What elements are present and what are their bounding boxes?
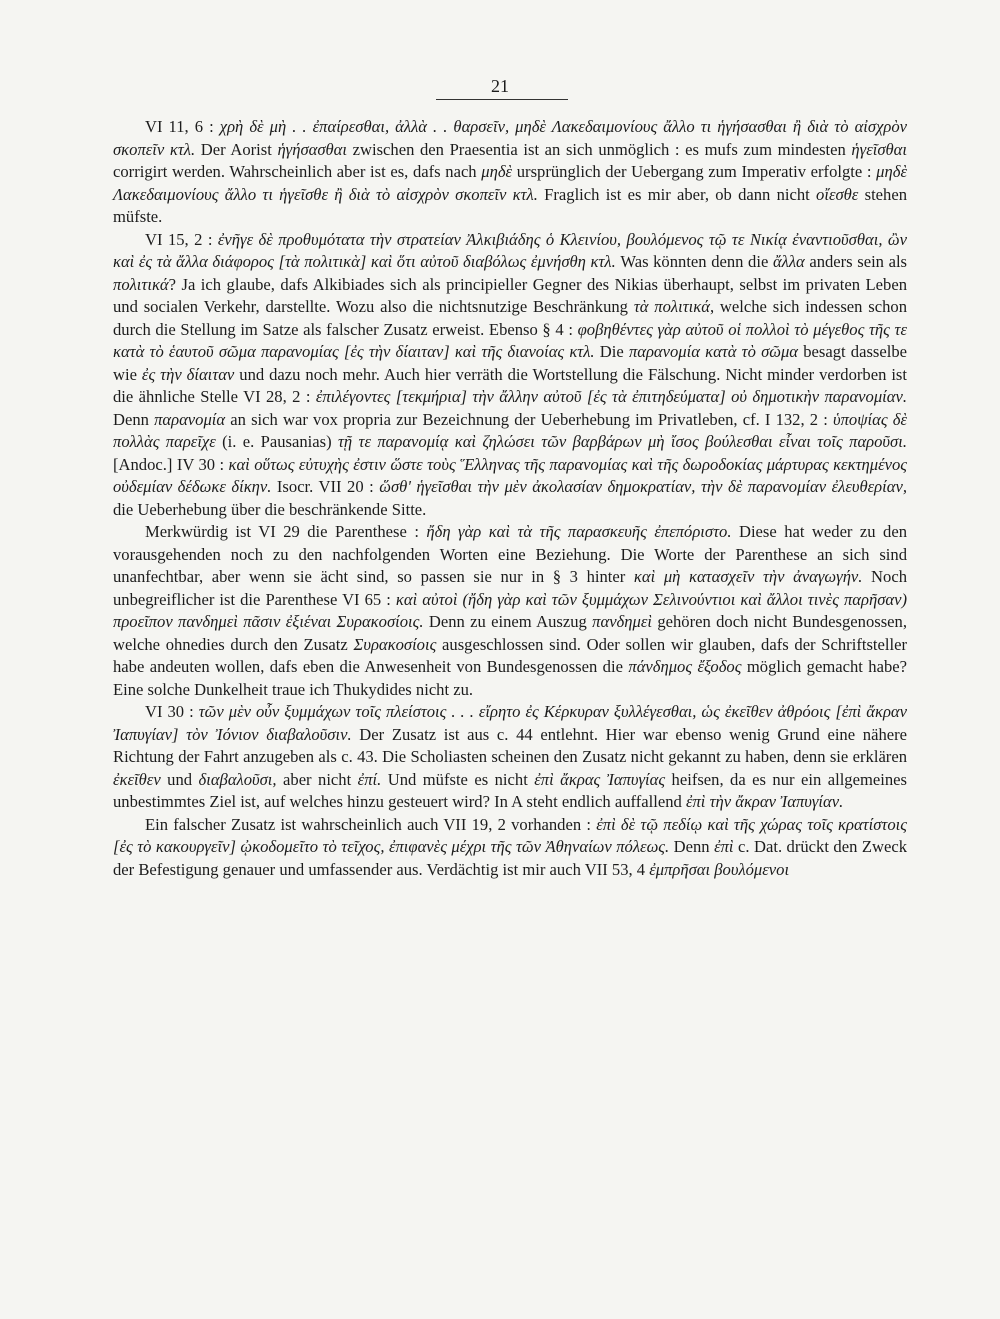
text-segment: VI 11, 6 : [145,117,220,136]
greek-quote: ἐπιλέγοντες [τεκμήρια] τὴν ἄλλην αὐτοῦ [ἐς τὰ ἐπιτηδεύματα] οὐ δημοτικὴν παρανομίαν. [315,387,907,406]
greek-quote: πάνδημος ἔξοδος [628,657,742,676]
text-segment: ursprünglich der Uebergang zum Imperativ erfolgte : [512,162,877,181]
greek-quote: οἴεσθε [816,184,859,204]
greek-quote: ἐπὶ τὴν ἄκραν Ἰαπυγίαν. [685,792,844,811]
text-segment: corrigirt werden. Wahrscheinlich aber ist es, dafs nach [113,162,482,181]
greek-quote: ἤδη γὰρ καὶ τὰ τῆς παρασκευῆς ἐπεπόριστο. [426,522,732,541]
text-segment: Die [594,342,629,361]
text-segment: Noch unbegreiflicher ist die Parenthese VI 65 : [113,567,908,609]
greek-quote: τὰ πολιτικά [633,297,710,316]
text-segment: gehören doch nicht Bundesgenossen, welche ohnedies durch den Zusatz [113,612,907,654]
text-segment: c. Dat. drückt den Zweck der Befestigung genauer und umfassender aus. Verdächtig ist mir auch VII 53, 4 [113,837,907,879]
greek-quote: ἐπὶ [714,837,734,856]
text-segment: Der Aorist [195,139,278,159]
text-segment: (i. e. Pausanias) [215,432,338,451]
text-segment: Und müfste es nicht [381,769,535,789]
greek-quote: ἡγεῖσθαι [851,139,907,159]
greek-quote: μηδὲ [481,162,513,181]
text-segment: Ein falscher Zusatz ist wahrscheinlich auch VII 19, 2 vorhanden : [145,814,597,834]
text-segment: ? Ja ich glaube, dafs Alkibiades sich als principieller Gegner des Nikias überhaupt, selbst im privaten Leben und socialen Verkehr, darstellte. Wozu also die nichtsnutzige Beschränkung [113,274,907,316]
text-segment: Fraglich ist es mir aber, ob dann nicht [537,184,817,204]
greek-quote: παρανομία [154,409,226,429]
text-segment: heifsen, da es nur ein allgemeines unbestimmtes Ziel ist, auf welches hinzu gesteuert wird? In A steht endlich auffallend [113,769,907,811]
greek-quote: τῇ τε παρανομίᾳ καὶ ζηλώσει τῶν βαρβάρων μὴ ἴσος βούλεσθαι εἶναι τοῖς παροῦσι. [337,432,907,451]
greek-quote: ἐνῆγε δὲ προθυμότατα τὴν στρατείαν Ἀλκιβιάδης ὁ Κλεινίου, βουλόμενος τῷ τε Νικίᾳ ἐναντιοῦσθαι, ὢν καὶ ἐς τὰ ἄλλα διάφορος [τὰ πολιτικὰ] καὶ ὅτι αὐτοῦ διαβόλως ἐμνήσθη κτλ. [113,229,907,271]
header-rule [436,99,568,100]
text-segment: und [160,769,199,789]
greek-quote: διαβαλοῦσι, [198,769,277,789]
greek-quote: χρὴ δὲ μὴ . . ἐπαίρεσθαι, ἀλλὰ . . θαρσεῖν, μηδὲ Λακεδαιμονίους ἄλλο τι ἡγήσασθαι ἢ διὰ τὸ αἰσχρὸν σκοπεῖν κτλ. [113,117,908,159]
paragraph [113,701,907,814]
text-segment: die Ueberhebung über die beschränkende Sitte. [113,499,427,519]
greek-quote: ἐπί. [357,769,382,789]
text-segment: aber nicht [276,769,358,789]
text-segment: Merkwürdig ist VI 29 die Parenthese : [145,522,427,541]
text-segment: stehen müfste. [113,184,907,226]
greek-quote: καὶ οὕτως εὐτυχὴς ἐστιν ὥστε τοὺς Ἕλληνας τῆς παρανομίας καὶ τῆς δωροδοκίας μάρτυρας κεκτημένος οὐδεμίαν δέδωκε δίκην. [113,454,907,496]
text-segment: anders sein als [804,252,908,271]
text-segment: , welche sich indessen schon durch die Stellung im Satze als falscher Zusatz erweist. Ebenso § 4 : [113,297,907,339]
greek-quote: ἐκεῖθεν [113,769,161,789]
text-segment: Denn zu einem Auszug [423,612,593,631]
text-segment: Denn [669,837,715,856]
greek-quote: ἐπὶ ἄκρας Ἰαπυγίας [534,769,666,789]
greek-quote: καὶ αὐτοὶ (ἤδη γὰρ καὶ τῶν ξυμμάχων Σελινούντιοι καὶ ἄλλοι τινὲς παρῆσαν) προεῖπον πανδημεὶ πᾶσιν ἐξιέναι Συρακοσίοις. [113,589,907,631]
greek-quote: ἐμπρῆσαι βουλόμενοι [649,859,790,879]
greek-quote: ἄλλα [772,252,805,271]
paragraph [113,116,907,229]
text-segment: VI 30 : [145,702,199,721]
page-number: 21 [491,76,509,96]
text-segment: Denn [113,409,155,429]
paragraph [113,521,907,701]
text-segment: Isocr. VII 20 : [271,477,380,496]
body-text [113,116,907,881]
greek-quote: πανδημεὶ [592,612,652,631]
greek-quote: πολιτικά [113,274,169,294]
text-segment: besagt dasselbe wie [113,342,907,384]
text-segment: VI 15, 2 : [145,229,218,249]
text-segment: ausgeschlossen sind. Oder sollen wir glauben, dafs der Schriftsteller habe andeuten wollen, dafs eben die Anwesenheit von Bundesgenossen die [113,634,907,676]
greek-quote: Συρακοσίοις [353,634,437,654]
text-segment: an sich war vox propria zur Bezeichnung der Ueberhebung im Privatleben, cf. I 132, 2 : [225,409,833,429]
greek-quote: παρανομία κατὰ τὸ σῶμα [628,342,799,361]
paragraph [113,229,907,522]
text-segment: zwischen den Praesentia ist an sich unmöglich : es mufs zum mindesten [347,139,852,159]
text-segment: Was könnten denn die [615,252,773,271]
paragraph [113,814,907,882]
text-segment: Der Zusatz ist aus c. 44 entlehnt. Hier war ebenso wenig Grund eine nähere Richtung der Fahrt anzugeben als c. 43. Die Scholiasten scheinen den Zusatz nicht gekannt zu haben, denn sie erklären [113,724,907,766]
greek-quote: τῶν μὲν οὖν ξυμμάχων τοῖς πλείστοις . . . εἴρητο ἐς Κέρκυραν ξυλλέγεσθαι, ὡς ἐκεῖθεν ἀθρόοις [ἐπὶ ἄκραν Ἰαπυγίαν] τὸν Ἰόνιον διαβαλοῦσιν. [113,702,907,744]
greek-quote: ἡγήσασθαι [277,139,348,159]
greek-quote: καὶ μὴ κατασχεῖν τὴν ἀναγωγήν. [633,567,863,586]
greek-quote: μηδὲ Λακεδαιμονίους ἄλλο τι ἡγεῖσθε ἢ διὰ τὸ αἰσχρὸν σκοπεῖν κτλ. [113,162,907,204]
greek-quote: ἐς τὴν δίαιταν [141,364,235,384]
text-segment: und dazu noch mehr. Auch hier verräth die Wortstellung die Fälschung. Nicht minder verdorben ist die ähnliche Stelle VI 28, 2 : [113,364,907,406]
greek-quote: ἐπὶ δὲ τῷ πεδίῳ καὶ τῆς χώρας τοῖς κρατίστοις [ἐς τὸ κακουργεῖν] ᾠκοδομεῖτο τὸ τεῖχος, ἐπιφανὲς μέχρι τῆς τῶν Ἀθηναίων πόλεως. [113,814,907,856]
text-segment: [Andoc.] IV 30 : [113,454,229,474]
text-segment: möglich gemacht habe? Eine solche Dunkelheit traue ich Thukydides nicht zu. [113,657,907,699]
greek-quote: ὥσθ' ἡγεῖσθαι τὴν μὲν ἀκολασίαν δημοκρατίαν, τὴν δὲ παρανομίαν ἐλευθερίαν, [379,477,907,496]
text-segment: Diese hat weder zu den vorausgehenden noch zu den nachfolgenden Worten eine Beziehung. Die Worte der Parenthese an sich sind unanfechtbar, aber wenn sie ächt sind, so passen sie nur in § 3 hinter [113,522,907,586]
greek-quote: φοβηθέντες γὰρ αὐτοῦ οἱ πολλοὶ τὸ μέγεθος τῆς τε κατὰ τὸ ἑαυτοῦ σῶμα παρανομίας [ἐς τὴν δίαιταν] καὶ τῆς διανοίας κτλ. [113,319,907,361]
greek-quote: ὑποψίας δὲ πολλὰς παρεῖχε [113,409,907,451]
